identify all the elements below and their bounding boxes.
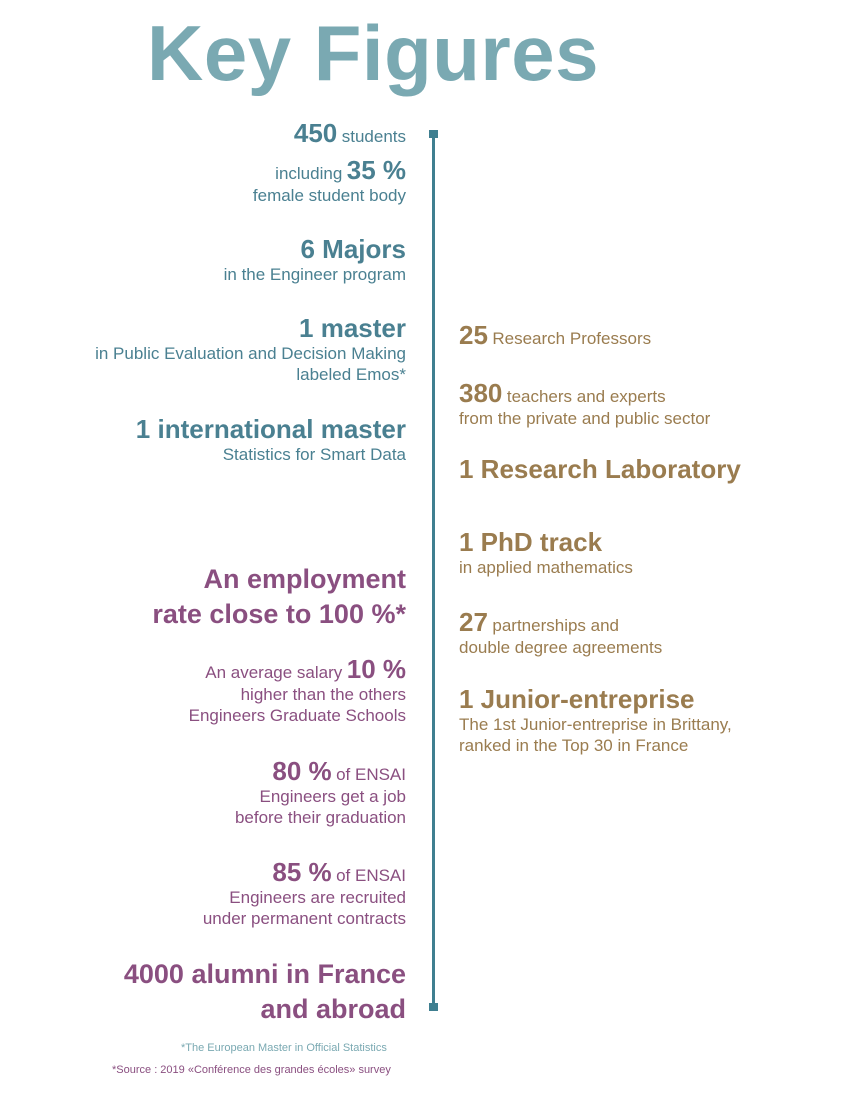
students-number: 450 <box>293 118 338 148</box>
students-figure <box>294 118 406 149</box>
junior-figure <box>459 684 732 756</box>
intl-master-heading: 1 international master <box>135 414 406 444</box>
majors-heading: 6 Majors <box>300 234 406 264</box>
junior-heading: 1 Junior-entreprise <box>459 684 695 714</box>
female-figure <box>253 155 406 207</box>
job-suffix: of ENSAI <box>336 765 406 784</box>
job-label: Engineers get a job <box>259 787 406 807</box>
phd-heading: 1 PhD track <box>459 527 603 557</box>
timeline-axis <box>432 133 435 1009</box>
majors-label: in the Engineer program <box>223 265 406 285</box>
professors-figure <box>459 320 651 351</box>
job-figure <box>235 756 406 828</box>
partnerships-figure <box>459 607 662 659</box>
timeline-axis-top-cap <box>429 130 438 138</box>
teachers-label-2: from the private and public sector <box>459 409 711 429</box>
intl-master-figure <box>136 414 406 466</box>
employment-line-2: rate close to 100 %* <box>152 599 406 630</box>
majors-figure <box>224 234 406 286</box>
footnote-emos: *The European Master in Official Statistics <box>181 1042 387 1054</box>
salary-figure <box>189 654 406 726</box>
phd-figure <box>459 527 633 579</box>
teachers-label: teachers and experts <box>506 387 666 406</box>
master-label-2: labeled Emos* <box>296 364 406 384</box>
salary-label-2: Engineers Graduate Schools <box>188 705 406 725</box>
permanent-label: Engineers are recruited <box>229 888 406 908</box>
footnote-source: *Source : 2019 «Conférence des grandes écoles» survey <box>112 1064 391 1076</box>
professors-label: Research Professors <box>492 329 652 348</box>
page-title: Key Figures <box>147 9 599 97</box>
timeline-axis-bottom-cap <box>429 1003 438 1011</box>
partnerships-label-2: double degree agreements <box>459 638 663 658</box>
junior-label: The 1st Junior-entreprise in Brittany, <box>459 715 732 735</box>
salary-number: 10 % <box>346 654 406 684</box>
lab-heading: 1 Research Laboratory <box>459 454 741 484</box>
permanent-figure <box>203 857 406 929</box>
teachers-number: 380 <box>459 378 503 408</box>
female-prefix: including <box>275 164 343 183</box>
permanent-suffix: of ENSAI <box>336 866 406 885</box>
job-number: 80 % <box>272 756 332 786</box>
salary-label: higher than the others <box>240 685 406 705</box>
female-number: 35 % <box>346 155 406 185</box>
teachers-figure <box>459 378 710 430</box>
partnerships-label: partnerships and <box>492 616 620 635</box>
master-heading: 1 master <box>299 313 406 343</box>
phd-label: in applied mathematics <box>459 558 633 578</box>
junior-label-2: ranked in the Top 30 in France <box>459 735 689 755</box>
employment-line-1: An employment <box>203 564 406 594</box>
alumni-line-1: 4000 alumni in France <box>123 959 406 989</box>
female-label: female student body <box>252 186 406 206</box>
job-label-2: before their graduation <box>234 807 406 827</box>
intl-master-label: Statistics for Smart Data <box>222 445 406 465</box>
permanent-number: 85 % <box>272 857 332 887</box>
professors-number: 25 <box>459 320 488 350</box>
employment-figure <box>152 562 406 632</box>
salary-prefix: An average salary <box>205 663 343 682</box>
permanent-label-2: under permanent contracts <box>202 908 406 928</box>
alumni-line-2: and abroad <box>260 994 406 1025</box>
master-figure <box>95 313 406 385</box>
master-label: in Public Evaluation and Decision Making <box>95 344 406 364</box>
students-label: students <box>341 127 406 146</box>
lab-figure <box>459 454 741 485</box>
alumni-figure <box>124 957 406 1027</box>
partnerships-number: 27 <box>459 607 488 637</box>
